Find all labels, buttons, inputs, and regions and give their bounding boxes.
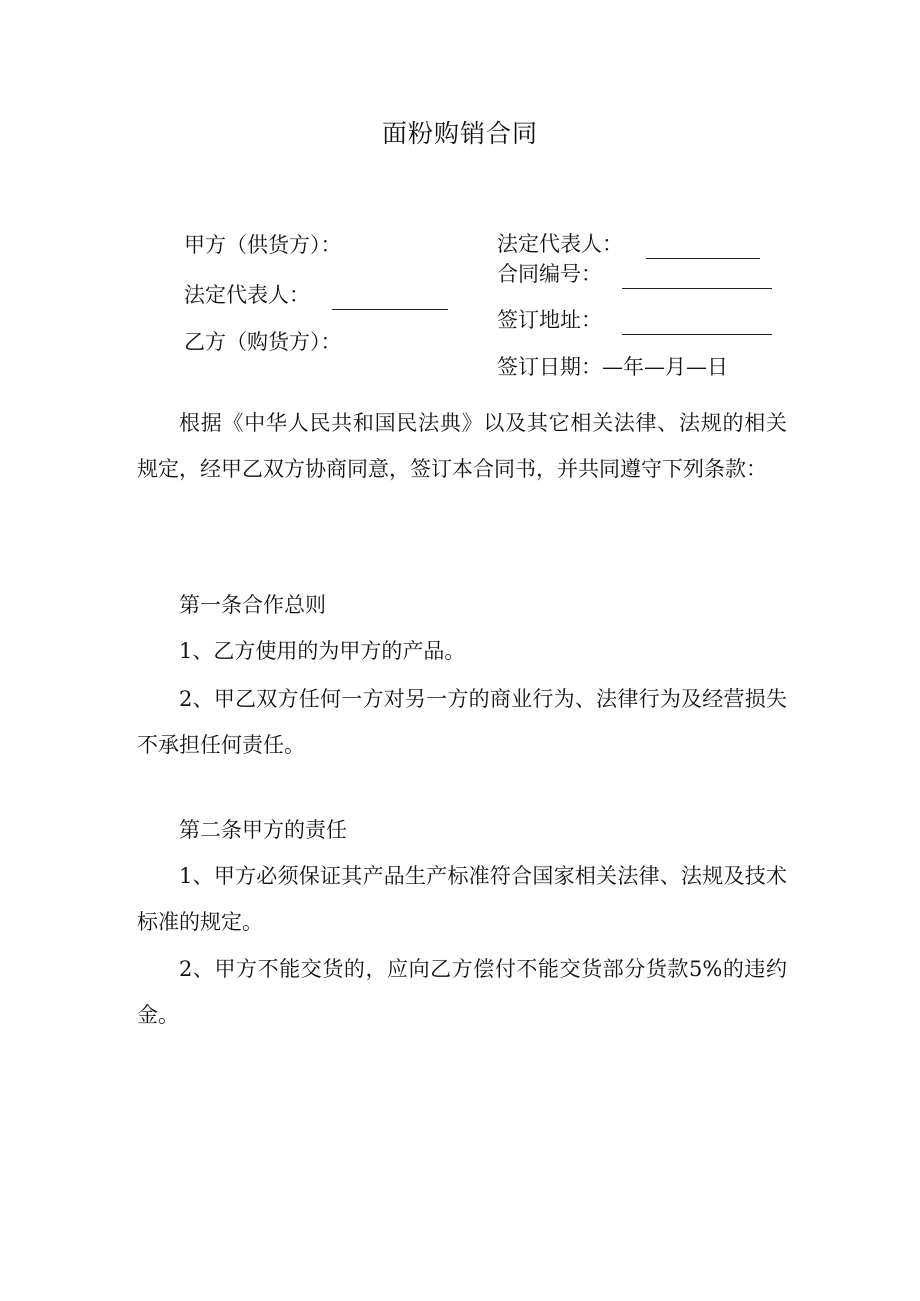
sign-address-blank: [622, 314, 772, 335]
article-1-clause-2: 2、甲乙双方任何一方对另一方的商业行为、法律行为及经营损失不承担任何责任。: [137, 687, 787, 757]
right-rep-label: 法定代表人：: [497, 232, 623, 256]
contract-number: [497, 259, 772, 289]
sign-address-label: 签订地址：: [497, 308, 602, 332]
party-a-rep-label: 法定代表人：: [184, 283, 310, 307]
article-1-clause-1: 1、乙方使用的为甲方的产品。: [179, 639, 466, 663]
document-title: 面粉购销合同: [381, 119, 538, 148]
article-2-heading: 第二条甲方的责任: [179, 818, 347, 842]
article-2-clause-1: 1、甲方必须保证其产品生产标准符合国家相关法律、法规及技术标准的规定。: [137, 864, 787, 934]
party-b-label: 乙方（购货方）：: [184, 330, 342, 354]
sign-date: 签订日期：—年—月—日: [497, 355, 728, 379]
party-a-label: 甲方（供货方）：: [184, 233, 342, 257]
sign-address: [497, 305, 772, 335]
right-rep-blank: [646, 238, 760, 259]
contract-no-blank: [622, 268, 772, 289]
article-2-clause-2: 2、甲方不能交货的，应向乙方偿付不能交货部分货款5%的违约金。: [137, 957, 787, 1027]
preamble-paragraph: 根据《中华人民共和国民法典》以及其它相关法律、法规的相关规定，经甲乙双方协商同意，签订本合同书，并共同遵守下列条款：: [137, 411, 787, 481]
party-a-rep-blank: [332, 289, 448, 310]
article-1-heading: 第一条合作总则: [179, 593, 326, 617]
contract-no-label: 合同编号：: [497, 262, 602, 286]
right-representative: [497, 229, 760, 259]
party-a-representative: [184, 280, 448, 310]
